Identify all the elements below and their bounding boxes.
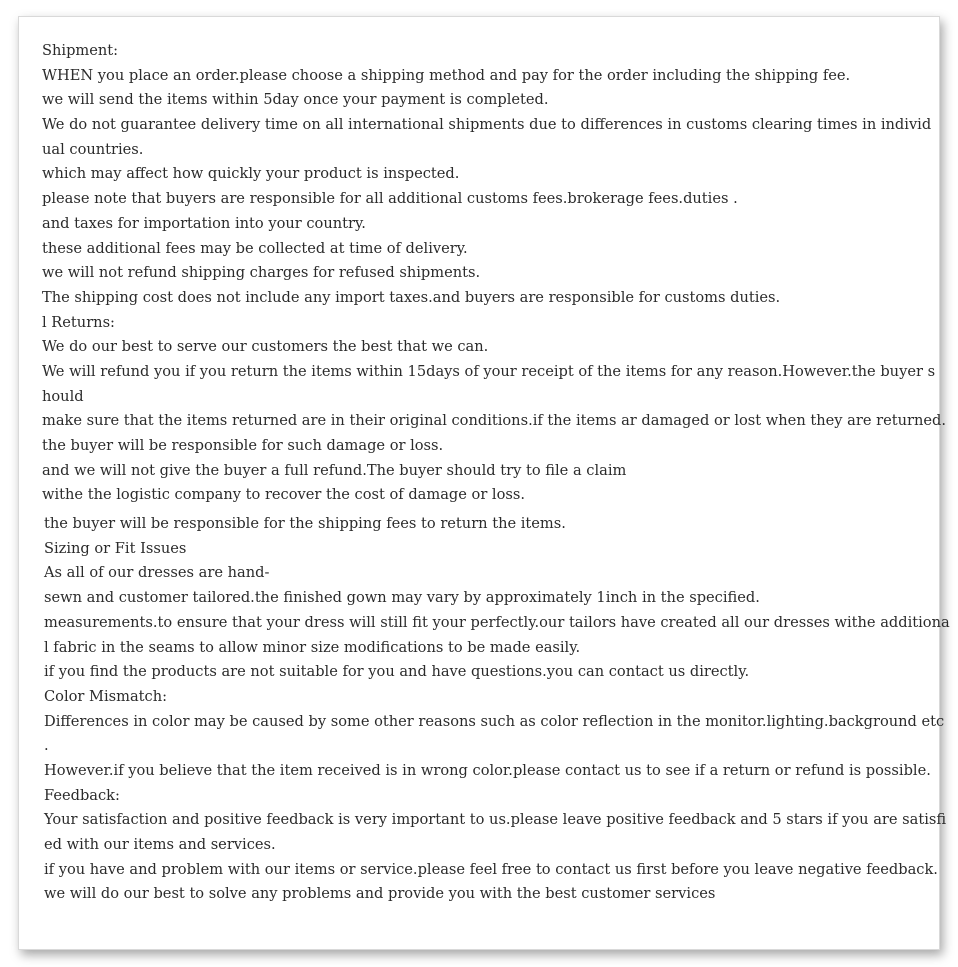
policy-line: We will refund you if you return the items within 15days of your receipt of the items for any reason.However.the buyer s — [42, 362, 936, 380]
policy-line: if you find the products are not suitable for you and have questions.you can contact us directly. — [44, 663, 750, 681]
policy-line: withe the logistic company to recover the cost of damage or loss. — [42, 486, 526, 504]
policy-line: As all of our dresses are hand- — [44, 564, 270, 582]
policy-line: hould — [42, 387, 84, 405]
policy-line: WHEN you place an order.please choose a shipping method and pay for the order including the shipping fee. — [42, 66, 851, 84]
policy-line: Your satisfaction and positive feedback is very important to us.please leave positive feedback and 5 stars if you are satisfi — [44, 811, 947, 829]
policy-line: We do not guarantee delivery time on all international shipments due to differences in customs clearing times in individ — [42, 116, 932, 134]
policy-line: ed with our items and services. — [44, 836, 276, 853]
policy-line: We do our best to serve our customers the best that we can. — [42, 338, 489, 356]
policy-line: the buyer will be responsible for the shipping fees to return the items. — [44, 515, 566, 533]
policy-line: ual countries. — [42, 140, 144, 158]
policy-line: measurements.to ensure that your dress will still fit your perfectly.our tailors have created all our dresses withe additiona — [44, 613, 950, 631]
feedback-heading: Feedback: — [44, 786, 120, 804]
policy-line: the buyer will be responsible for such damage or loss. — [42, 437, 444, 454]
policy-line: and taxes for importation into your country. — [42, 214, 366, 232]
policy-text — [42, 39, 950, 907]
policy-line: The shipping cost does not include any import taxes.and buyers are responsible for customs duties. — [42, 288, 781, 306]
shipment-heading: Shipment: — [42, 42, 119, 59]
policy-line: and we will not give the buyer a full refund.The buyer should try to file a claim — [42, 461, 627, 479]
policy-line: Differences in color may be caused by some other reasons such as color reflection in the monitor.lighting.background etc — [44, 712, 945, 730]
sizing-heading: Sizing or Fit Issues — [44, 539, 187, 557]
policy-line: sewn and customer tailored.the finished gown may vary by approximately 1inch in the specified. — [44, 589, 760, 607]
policy-line: please note that buyers are responsible for all additional customs fees.brokerage fees.duties . — [42, 190, 738, 208]
color-heading: Color Mismatch: — [44, 687, 168, 705]
policy-line: . — [44, 737, 49, 755]
policy-line: these additional fees may be collected at time of delivery. — [42, 239, 468, 257]
policy-line: we will do our best to solve any problems and provide you with the best customer services — [44, 885, 716, 903]
policy-line: which may affect how quickly your product is inspected. — [42, 165, 460, 183]
policy-line: we will send the items within 5day once your payment is completed. — [42, 91, 549, 109]
returns-heading: l Returns: — [42, 313, 115, 331]
policy-line: we will not refund shipping charges for refused shipments. — [42, 264, 481, 282]
policy-line: l fabric in the seams to allow minor size modifications to be made easily. — [44, 638, 581, 656]
policy-card — [18, 16, 950, 950]
policy-line: make sure that the items returned are in their original conditions.if the items ar damaged or lost when they are returned. — [42, 412, 946, 430]
policy-line: However.if you believe that the item received is in wrong color.please contact us to see if a return or refund is possible. — [44, 761, 931, 779]
policy-line: if you have and problem with our items or service.please feel free to contact us first before you leave negative feedback. — [44, 860, 938, 878]
